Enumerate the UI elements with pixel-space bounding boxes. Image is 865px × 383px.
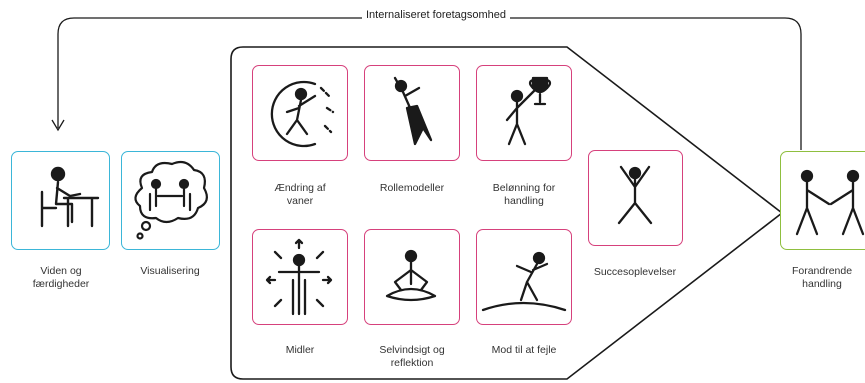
tightrope-walker-icon	[477, 230, 570, 323]
person-meditating-icon	[365, 230, 458, 323]
card-visualisering	[121, 151, 220, 250]
people-shaking-hands-icon	[781, 152, 865, 248]
label-mod: Mod til at fejle	[491, 344, 557, 356]
label-selvindsigt: Selvindsigt og reflektion	[379, 344, 445, 369]
label-rollemodeller: Rollemodeller	[379, 182, 445, 194]
card-beloenning	[476, 65, 572, 161]
label-beloenning: Belønning for handling	[492, 182, 556, 207]
label-succes: Succesoplevelser	[593, 266, 677, 278]
label-visualisering: Visualisering	[140, 265, 200, 277]
person-breaking-through-icon	[253, 66, 346, 159]
label-forandrende: Forandrende handling	[791, 265, 853, 290]
label-aendring: Ændring af vaner	[274, 182, 326, 207]
thought-bubble-icon	[122, 152, 218, 248]
person-at-desk-icon	[12, 152, 108, 248]
person-with-arrows-icon	[253, 230, 346, 323]
card-midler	[252, 229, 348, 325]
card-succes	[588, 150, 683, 246]
card-aendring	[252, 65, 348, 161]
superhero-flying-icon	[365, 66, 458, 159]
card-rollemodeller	[364, 65, 460, 161]
card-mod	[476, 229, 572, 325]
label-midler: Midler	[285, 344, 315, 356]
card-forandrende	[780, 151, 865, 250]
person-jumping-icon	[589, 151, 681, 244]
label-viden: Viden og færdigheder	[32, 265, 90, 290]
card-selvindsigt	[364, 229, 460, 325]
person-holding-trophy-icon	[477, 66, 570, 159]
card-viden	[11, 151, 110, 250]
top-label: Internaliseret foretagsomhed	[362, 9, 510, 21]
